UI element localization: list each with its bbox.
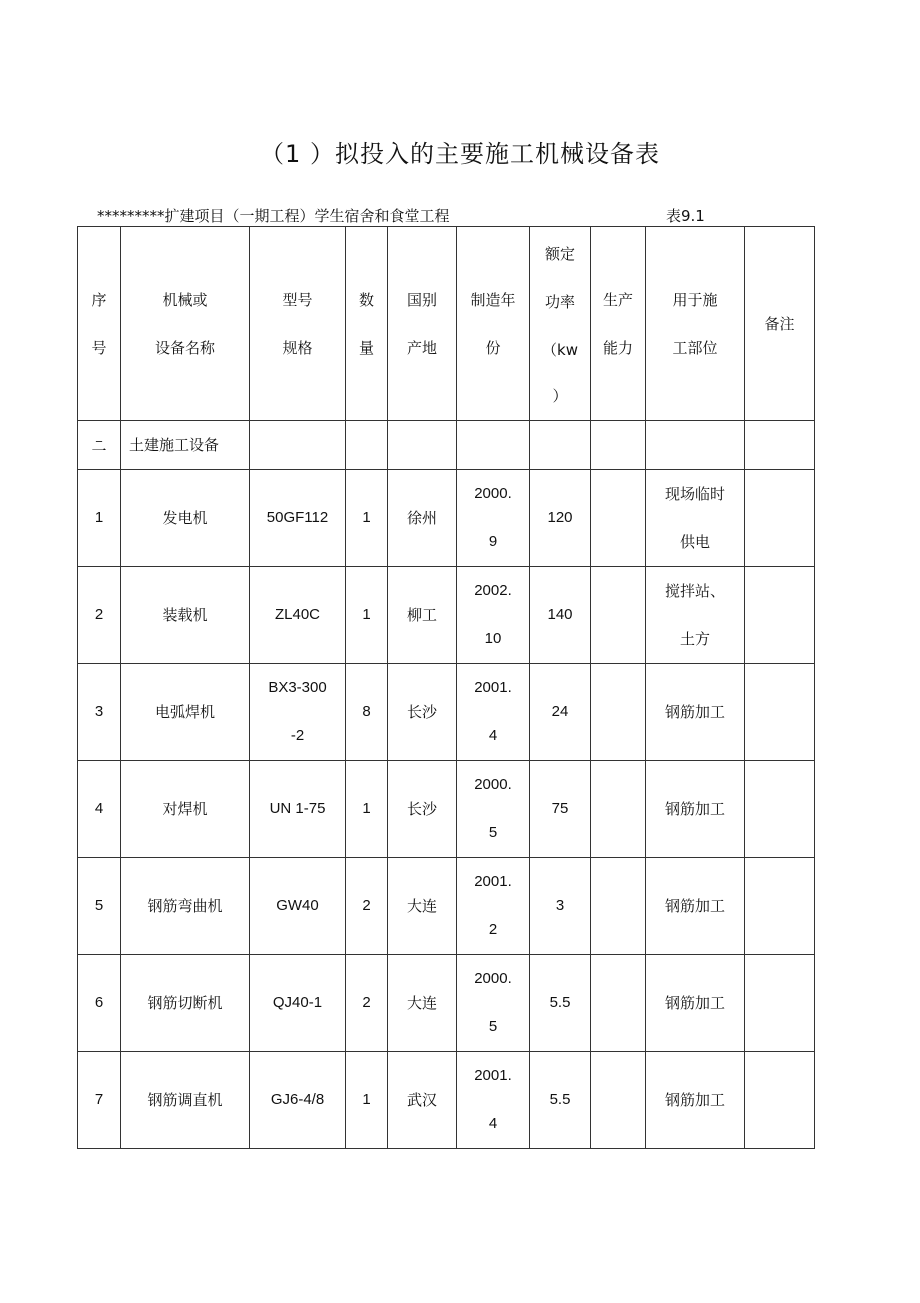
cell-power: 75	[530, 761, 591, 858]
cell-capacity	[591, 858, 646, 955]
header-capacity	[591, 227, 646, 421]
cell-year-line: 10	[484, 630, 502, 647]
cell-model	[250, 761, 346, 858]
cell-remarks	[745, 955, 815, 1052]
section-number	[78, 421, 121, 470]
empty-cell	[591, 421, 646, 470]
cell-usage-line: 钢筋加工	[664, 1091, 725, 1109]
cell-year	[457, 1052, 530, 1149]
cell-power: 140	[530, 567, 591, 664]
cell-model	[250, 1052, 346, 1149]
header-model	[250, 227, 346, 421]
header-origin	[388, 227, 457, 421]
header-name	[121, 227, 250, 421]
equipment-rows	[78, 470, 815, 1149]
cell-year-line: 5	[488, 1018, 498, 1035]
cell-origin: 长沙	[388, 761, 457, 858]
cell-usage	[646, 664, 745, 761]
cell-year-line: 2000.	[474, 970, 512, 987]
header-usage-line1: 用于施	[672, 290, 718, 309]
empty-cell	[745, 421, 815, 470]
empty-cell	[530, 421, 591, 470]
header-model-line1: 型号	[282, 290, 313, 309]
table-row	[78, 470, 815, 567]
cell-seq: 7	[78, 1052, 121, 1149]
cell-origin: 大连	[388, 858, 457, 955]
cell-remarks	[745, 567, 815, 664]
header-qty-line1: 数	[358, 290, 374, 309]
header-usage	[646, 227, 745, 421]
empty-cell	[346, 421, 388, 470]
table-row	[78, 1052, 815, 1149]
cell-seq: 6	[78, 955, 121, 1052]
cell-model-line: 50GF112	[266, 509, 329, 526]
cell-usage-line: 土方	[679, 630, 710, 648]
table-row	[78, 858, 815, 955]
cell-power: 5.5	[530, 955, 591, 1052]
header-capacity-line2: 能力	[602, 338, 633, 357]
cell-name: 电弧焊机	[121, 664, 250, 761]
header-origin-line2: 产地	[406, 338, 437, 357]
cell-qty: 2	[346, 955, 388, 1052]
cell-qty: 2	[346, 858, 388, 955]
cell-year-line: 5	[488, 824, 498, 841]
header-year	[457, 227, 530, 421]
cell-usage	[646, 761, 745, 858]
cell-capacity	[591, 1052, 646, 1149]
cell-model-line: BX3-300	[268, 679, 327, 696]
cell-origin: 武汉	[388, 1052, 457, 1149]
cell-year	[457, 761, 530, 858]
cell-model-line: ZL40C	[274, 606, 321, 623]
cell-name: 发电机	[121, 470, 250, 567]
cell-usage-line: 钢筋加工	[664, 994, 725, 1012]
cell-year-line: 2001.	[474, 873, 512, 890]
cell-name: 装载机	[121, 567, 250, 664]
cell-model	[250, 470, 346, 567]
cell-capacity	[591, 761, 646, 858]
section-row	[78, 421, 815, 470]
header-year-line1: 制造年	[470, 290, 516, 309]
table-row	[78, 761, 815, 858]
cell-usage-line: 现场临时	[664, 485, 725, 503]
cell-year-line: 2000.	[474, 485, 512, 502]
cell-model-line: GJ6-4/8	[270, 1091, 325, 1108]
cell-seq: 3	[78, 664, 121, 761]
cell-usage	[646, 858, 745, 955]
cell-qty: 1	[346, 1052, 388, 1149]
cell-year-line: 2	[488, 921, 498, 938]
cell-capacity	[591, 470, 646, 567]
cell-usage	[646, 567, 745, 664]
header-seq-line2: 号	[91, 338, 107, 357]
cell-power: 5.5	[530, 1052, 591, 1149]
header-name-line1: 机械或	[162, 290, 208, 309]
header-power-line2: 功率	[544, 292, 575, 311]
cell-seq: 1	[78, 470, 121, 567]
header-capacity-line1: 生产	[602, 290, 633, 309]
cell-model	[250, 567, 346, 664]
cell-power: 3	[530, 858, 591, 955]
cell-model-line: UN 1-75	[269, 800, 326, 817]
empty-cell	[457, 421, 530, 470]
page-title: （1 ）拟投入的主要施工机械设备表	[260, 140, 660, 168]
cell-usage-line: 搅拌站、	[664, 582, 725, 600]
empty-cell	[646, 421, 745, 470]
cell-seq: 4	[78, 761, 121, 858]
cell-power: 120	[530, 470, 591, 567]
cell-qty: 1	[346, 761, 388, 858]
cell-seq: 2	[78, 567, 121, 664]
cell-year-line: 4	[488, 1115, 498, 1132]
cell-year-line: 2001.	[474, 1067, 512, 1084]
cell-year-line: 2001.	[474, 679, 512, 696]
cell-usage-line: 供电	[679, 533, 710, 551]
header-power-line1: 额定	[544, 244, 575, 263]
cell-year	[457, 470, 530, 567]
cell-remarks	[745, 470, 815, 567]
header-power-line3: （kw	[542, 340, 578, 359]
section-label: 土建施工设备	[121, 421, 250, 470]
header-qty	[346, 227, 388, 421]
header-remarks: 备注	[745, 227, 815, 421]
cell-usage	[646, 1052, 745, 1149]
equipment-table	[77, 226, 815, 1149]
table-row	[78, 955, 815, 1052]
header-year-line2: 份	[485, 338, 501, 357]
cell-capacity	[591, 955, 646, 1052]
cell-model-line: QJ40-1	[272, 994, 323, 1011]
cell-capacity	[591, 664, 646, 761]
cell-qty: 1	[346, 470, 388, 567]
cell-name: 钢筋调直机	[121, 1052, 250, 1149]
cell-origin: 徐州	[388, 470, 457, 567]
cell-year	[457, 858, 530, 955]
section-number-bottom: 一	[91, 442, 107, 460]
header-row	[78, 227, 815, 421]
header-origin-line1: 国别	[406, 290, 437, 309]
header-usage-line2: 工部位	[672, 338, 718, 357]
cell-year-line: 2000.	[474, 776, 512, 793]
cell-origin: 大连	[388, 955, 457, 1052]
table-number: 表9.1	[666, 207, 705, 225]
cell-name: 对焊机	[121, 761, 250, 858]
empty-cell	[388, 421, 457, 470]
cell-origin: 柳工	[388, 567, 457, 664]
cell-remarks	[745, 858, 815, 955]
cell-remarks	[745, 761, 815, 858]
header-seq-line1: 序	[91, 290, 107, 309]
cell-year-line: 4	[488, 727, 498, 744]
cell-year-line: 2002.	[474, 582, 512, 599]
table-row	[78, 664, 815, 761]
cell-usage	[646, 955, 745, 1052]
header-power	[530, 227, 591, 421]
cell-model-line: GW40	[276, 897, 319, 914]
empty-cell	[250, 421, 346, 470]
header-model-line2: 规格	[282, 338, 313, 357]
cell-model	[250, 955, 346, 1052]
cell-model-line: -2	[290, 727, 305, 744]
cell-origin: 长沙	[388, 664, 457, 761]
cell-remarks	[745, 1052, 815, 1149]
header-name-line2: 设备名称	[154, 338, 215, 357]
project-subheading: *********扩建项目（一期工程）学生宿舍和食堂工程	[97, 207, 450, 225]
cell-usage	[646, 470, 745, 567]
cell-model	[250, 664, 346, 761]
cell-usage-line: 钢筋加工	[664, 800, 725, 818]
cell-year-line: 9	[488, 533, 498, 550]
cell-capacity	[591, 567, 646, 664]
cell-power: 24	[530, 664, 591, 761]
cell-name: 钢筋切断机	[121, 955, 250, 1052]
cell-usage-line: 钢筋加工	[664, 703, 725, 721]
cell-year	[457, 567, 530, 664]
header-seq	[78, 227, 121, 421]
cell-name: 钢筋弯曲机	[121, 858, 250, 955]
cell-qty: 8	[346, 664, 388, 761]
cell-remarks	[745, 664, 815, 761]
cell-seq: 5	[78, 858, 121, 955]
cell-year	[457, 955, 530, 1052]
cell-qty: 1	[346, 567, 388, 664]
cell-year	[457, 664, 530, 761]
cell-usage-line: 钢筋加工	[664, 897, 725, 915]
header-power-line4: ）	[552, 386, 568, 405]
section-number-top: _	[96, 428, 102, 442]
cell-model	[250, 858, 346, 955]
table-row	[78, 567, 815, 664]
header-qty-line2: 量	[358, 338, 374, 357]
